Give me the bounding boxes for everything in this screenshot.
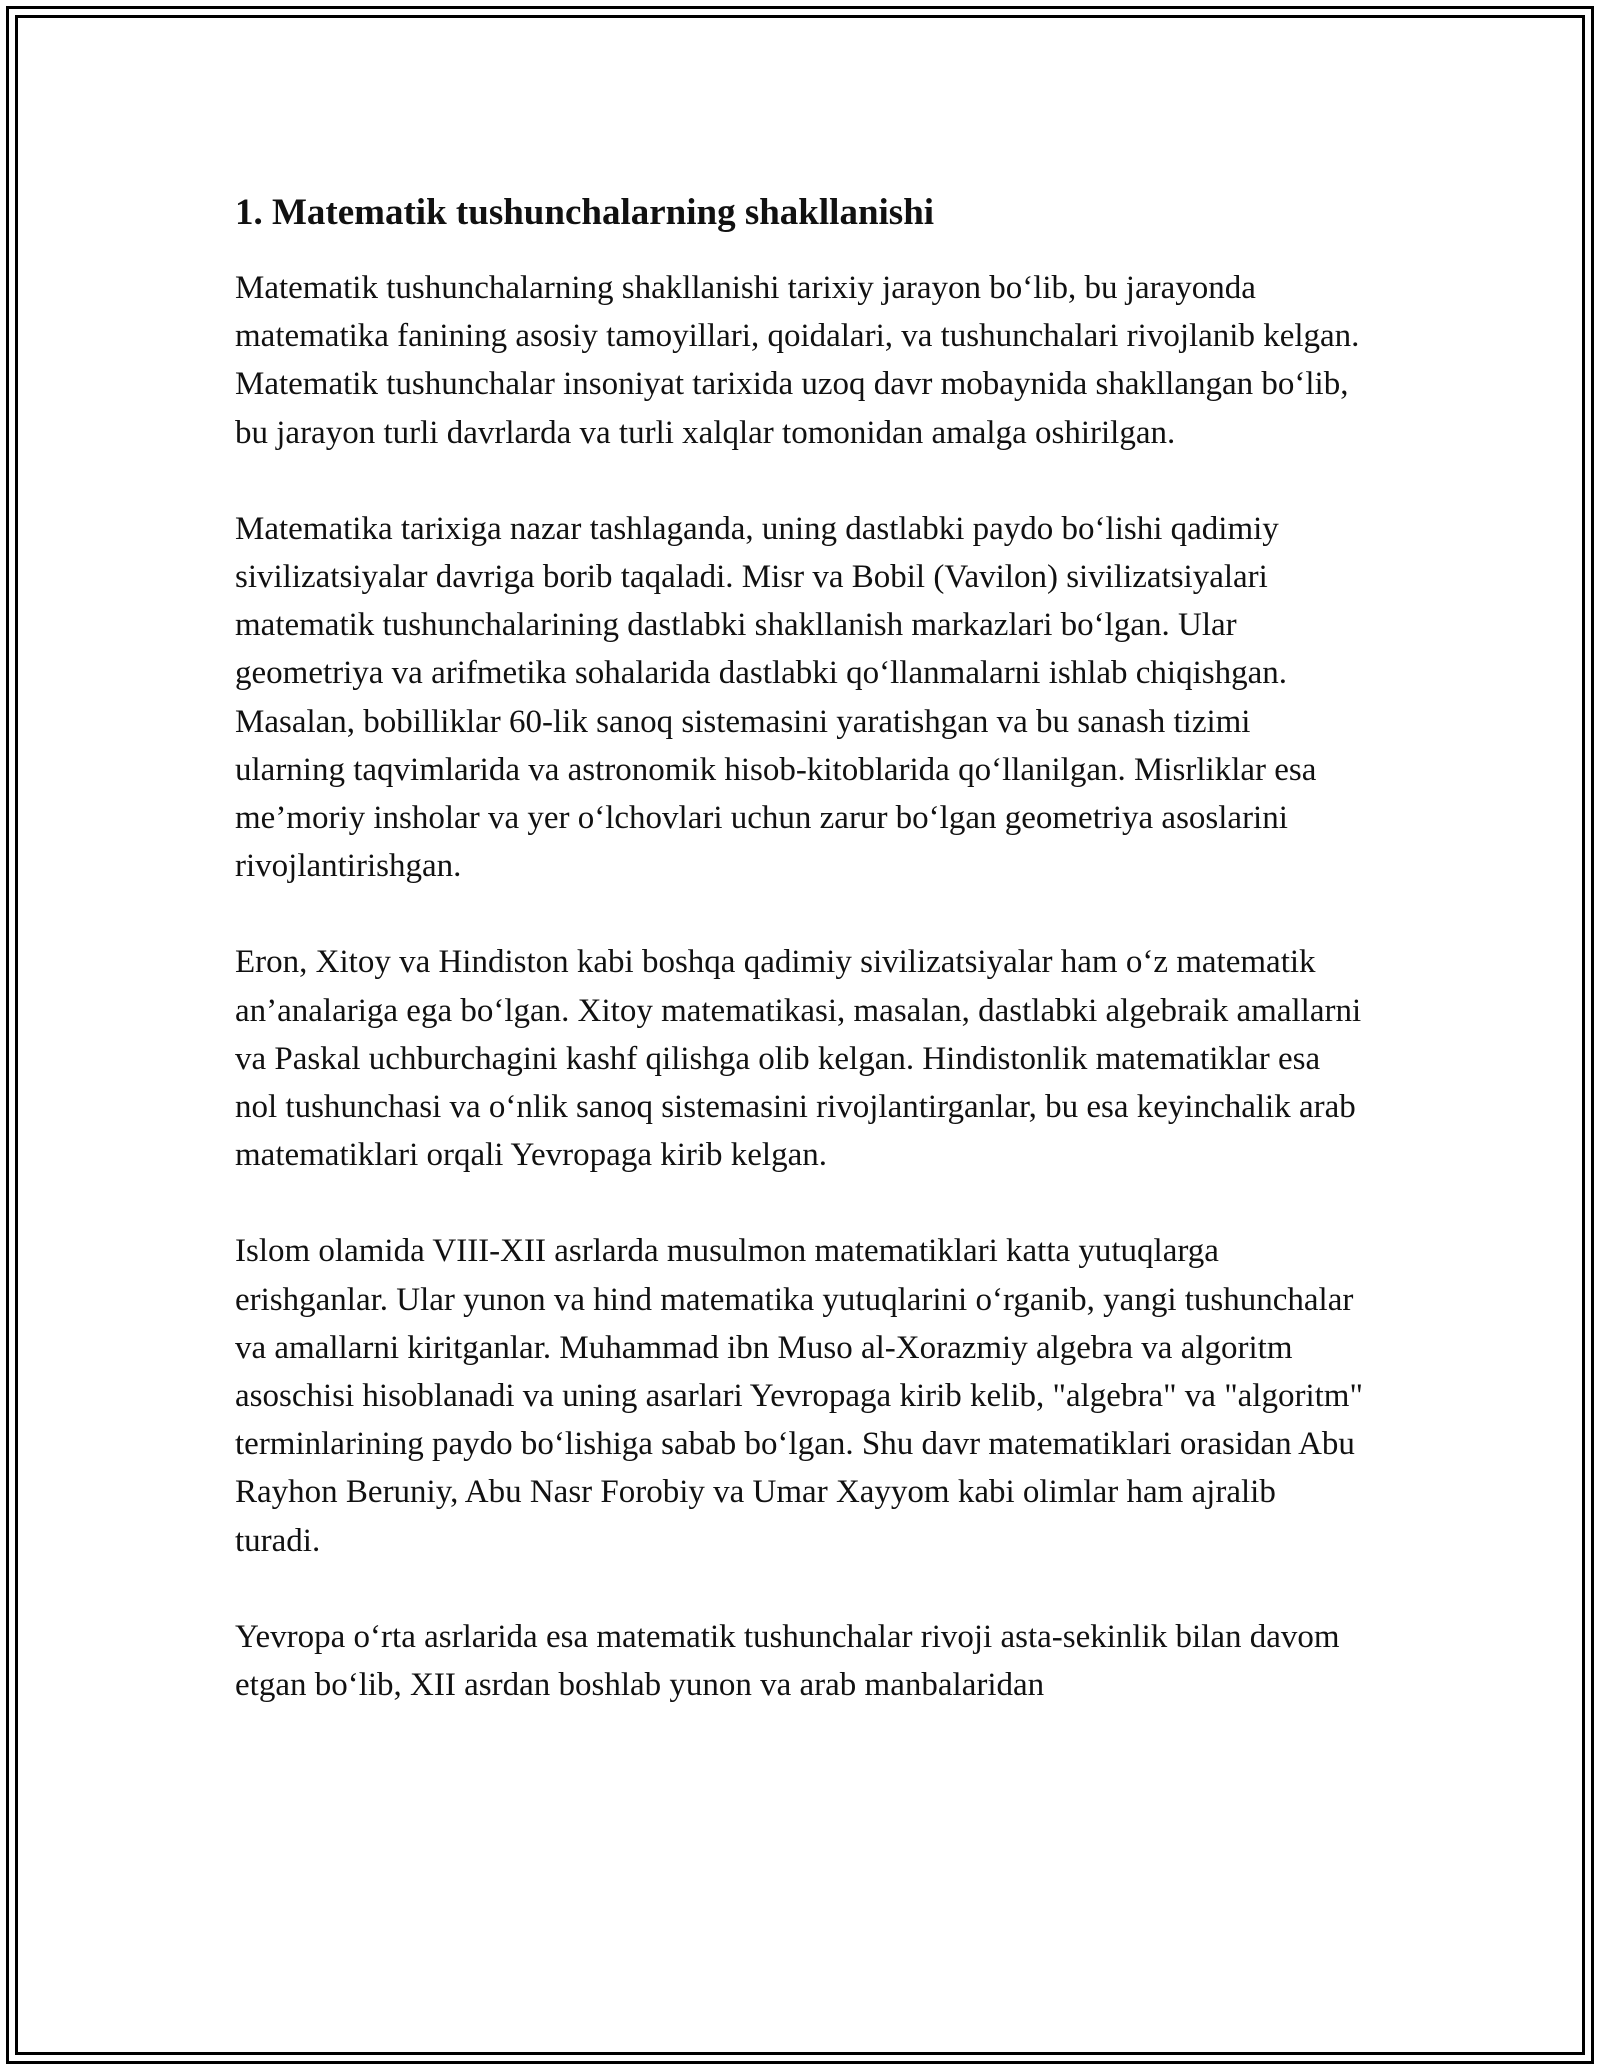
paragraph-eastern-traditions: Eron, Xitoy va Hindiston kabi boshqa qadimiy sivilizatsiyalar ham o‘z matematik an’analariga ega bo‘lgan. Xitoy matematikasi, masalan, dastlabki algebraik amallarni va Paskal uchburchagini kashf qilishga olib kelgan. Hindistonlik matematiklar esa nol tushunchasi va o‘nlik sanoq sistemasini rivojlantirganlar, bu esa keyinchalik arab matematiklari orqali Yevropaga kirib kelgan.: [235, 944, 1362, 1174]
paragraph-intro: Matematik tushunchalarning shakllanishi tarixiy jarayon bo‘lib, bu jarayonda matematika fanining asosiy tamoyillari, qoidalari, va tushunchalari rivojlanib kelgan. Matematik tushunchalar insoniyat tarixida uzoq davr mobaynida shakllangan bo‘lib, bu jarayon turli davrlarda va turli xalqlar tomonidan amalga oshirilgan.: [235, 270, 1360, 451]
paragraph-islamic-world: Islom olamida VIII-XII asrlarda musulmon matematiklari katta yutuqlarga erishganlar. Ular yunon va hind matematika yutuqlarini o‘rganib, yangi tushunchalar va amallarni kiritganlar. Muhammad ibn Muso al-Xorazmiy algebra va algoritm asoschisi hisoblanadi va uning asarlari Yevropaga kirib kelib, "algebra" va "algoritm" terminlarining paydo bo‘lishiga sabab bo‘lgan. Shu davr matematiklari orasidan Abu Rayhon Beruniy, Abu Nasr Forobiy va Umar Xayyom kabi olimlar ham ajralib turadi.: [235, 1233, 1363, 1559]
paragraph-ancient-civilizations: Matematika tarixiga nazar tashlaganda, uning dastlabki paydo bo‘lishi qadimiy sivilizatsiyalar davriga borib taqaladi. Misr va Bobil (Vavilon) sivilizatsiyalari matematik tushunchalarining dastlabki shakllanish markazlari bo‘lgan. Ular geometriya va arifmetika sohalarida dastlabki qo‘llanmalarni ishlab chiqishgan. Masalan, bobilliklar 60-lik sanoq sistemasini yaratishgan va bu sanash tizimi ularning taqvimlarida va astronomik hisob-kitoblarida qo‘llanilgan. Misrliklar esa me’moriy insholar va yer o‘lchovlari uchun zarur bo‘lgan geometriya asoslarini rivojlantirishgan.: [235, 510, 1317, 885]
document-body: [235, 184, 1365, 1757]
paragraph-medieval-europe: Yevropa o‘rta asrlarida esa matematik tushunchalar rivoji asta-sekinlik bilan davom etgan bo‘lib, XII asrdan boshlab yunon va arab manbalaridan: [235, 1618, 1340, 1704]
section-heading: 1. Matematik tushunchalarning shakllanishi: [235, 192, 935, 233]
